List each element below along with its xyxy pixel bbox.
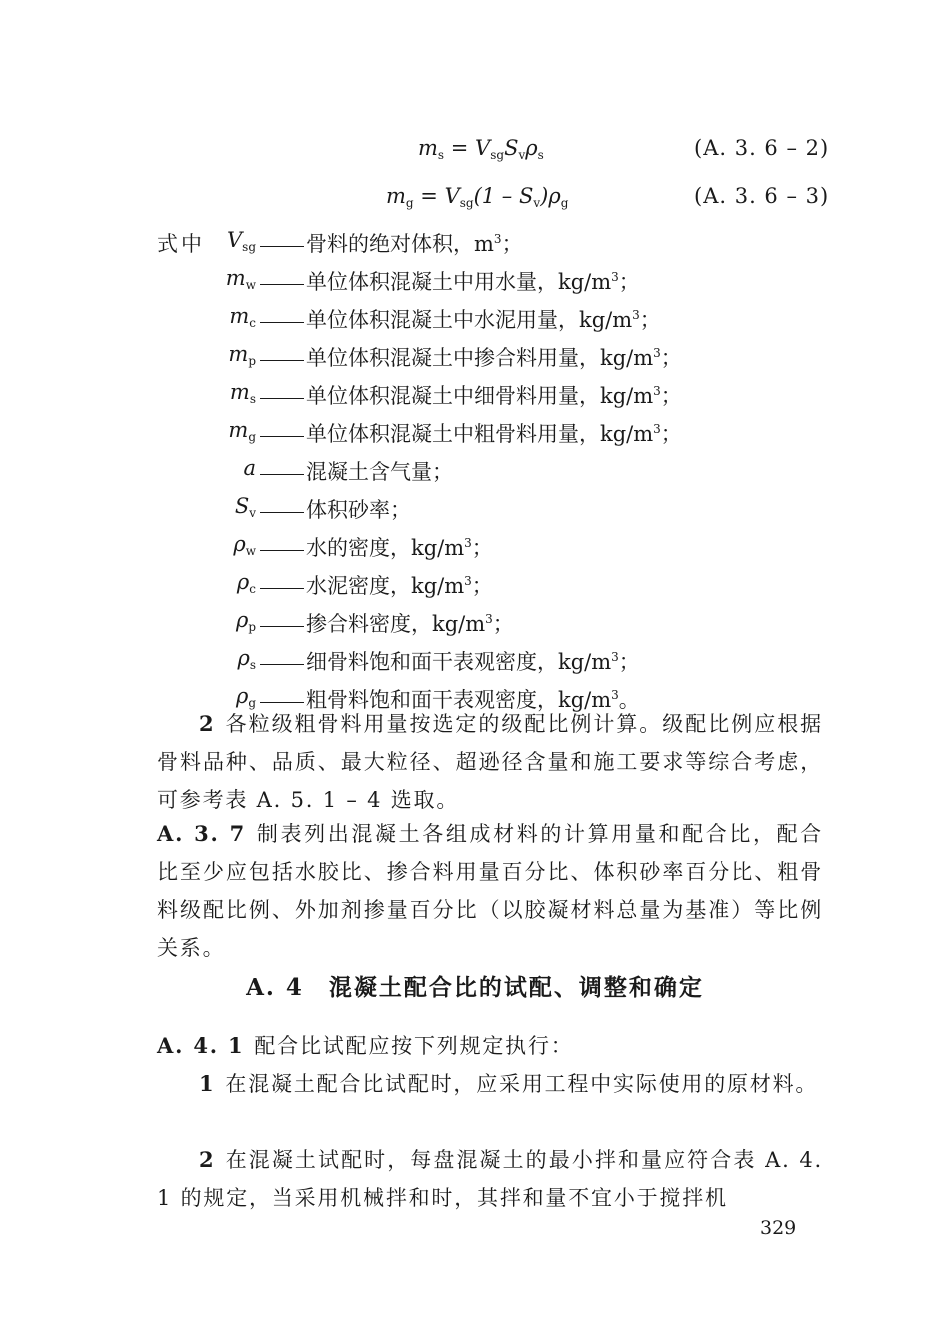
definition-description: 体积砂率； — [306, 498, 411, 522]
item-text: 在混凝土试配时，每盘混凝土的最小拌和量应符合表 A. 4. 1 的规定，当采用机械拌和时，其拌和量不宜小于搅拌机 — [157, 1148, 823, 1210]
definition-description: 单位体积混凝土中水泥用量，$kg/m^3$； — [306, 308, 661, 332]
a-4-1-item-1 — [157, 1065, 823, 1103]
definition-symbol: a — [243, 456, 256, 480]
definition-symbol: $\rho_c$ — [236, 570, 256, 596]
definition-symbol: $m_p$ — [228, 342, 256, 368]
em-dash-divider — [260, 474, 304, 475]
definition-symbol: $m_w$ — [225, 266, 256, 292]
definition-symbol: $m_s$ — [229, 380, 256, 406]
clause-text: 配合比试配应按下列规定执行： — [254, 1034, 574, 1058]
definition-symbol: $\rho_w$ — [233, 532, 256, 558]
definition-row — [0, 380, 950, 418]
definition-symbol: $m_c$ — [229, 304, 256, 330]
equation-a-3-6-2 — [0, 136, 950, 172]
definition-description: 单位体积混凝土中用水量，$kg/m^3$； — [306, 270, 640, 294]
page-number: 329 — [760, 1217, 797, 1239]
clause-number: A. 3. 7 — [157, 821, 247, 846]
where-label: 式中 — [157, 232, 205, 256]
em-dash-divider — [260, 284, 304, 285]
item-2-paragraph — [157, 705, 823, 819]
definition-row — [0, 532, 950, 570]
definition-description: 粗骨料饱和面干表观密度，$kg/m^3$。 — [306, 688, 640, 712]
definition-row — [0, 646, 950, 684]
em-dash-divider — [260, 626, 304, 627]
definition-symbol: $m_g$ — [228, 418, 256, 444]
equation-lhs: $m_g = V_{sg}(1 - S_v)\rho_g$ — [386, 184, 569, 210]
equation-number: (A. 3. 6 – 3) — [694, 184, 830, 208]
item-text: 在混凝土配合比试配时，应采用工程中实际使用的原材料。 — [225, 1072, 819, 1096]
definition-symbol: $V_{sg}$ — [226, 228, 256, 254]
definition-symbol: $\rho_g$ — [235, 684, 256, 710]
em-dash-divider — [260, 360, 304, 361]
section-title: A. 4 混凝土配合比的试配、调整和确定 — [246, 974, 704, 1001]
definition-row — [0, 418, 950, 456]
item-number: 2 — [199, 711, 216, 736]
definition-row — [0, 456, 950, 494]
definition-row — [0, 228, 950, 266]
definition-row — [0, 608, 950, 646]
equation-lhs: $m_s = V_{sg}S_v\rho_s$ — [418, 136, 544, 162]
definition-description: 水的密度，$kg/m^3$； — [306, 536, 493, 560]
definition-row — [0, 342, 950, 380]
equation-a-3-6-3 — [0, 184, 950, 220]
definition-row — [0, 266, 950, 304]
em-dash-divider — [260, 436, 304, 437]
definition-description: 单位体积混凝土中粗骨料用量，$kg/m^3$； — [306, 422, 682, 446]
definition-description: 单位体积混凝土中掺合料用量，$kg/m^3$； — [306, 346, 682, 370]
definition-symbol: $\rho_s$ — [237, 646, 256, 672]
item-number: 2 — [199, 1147, 216, 1172]
item-text: 各粒级粗骨料用量按选定的级配比例计算。级配比例应根据骨料品种、品质、最大粒径、超逊径含量和施工要求等综合考虑，可参考表 A. 5. 1 – 4 选取。 — [157, 712, 823, 812]
definition-description: 骨料的绝对体积，$m^3$； — [306, 232, 523, 256]
item-number: 1 — [199, 1071, 216, 1096]
em-dash-divider — [260, 550, 304, 551]
em-dash-divider — [260, 512, 304, 513]
definition-description: 掺合料密度，$kg/m^3$； — [306, 612, 514, 636]
definition-row — [0, 494, 950, 532]
definition-row — [0, 304, 950, 342]
definition-description: 细骨料饱和面干表观密度，$kg/m^3$； — [306, 650, 640, 674]
clause-a-3-7 — [157, 815, 823, 967]
definition-symbol: $\rho_p$ — [235, 608, 256, 634]
em-dash-divider — [260, 664, 304, 665]
em-dash-divider — [260, 398, 304, 399]
a-4-1-item-2 — [157, 1141, 823, 1217]
definition-symbol: $S_v$ — [234, 494, 256, 520]
clause-a-4-1 — [157, 1027, 823, 1065]
definition-description: 混凝土含气量； — [306, 460, 453, 484]
em-dash-divider — [260, 246, 304, 247]
em-dash-divider — [260, 588, 304, 589]
definition-row — [0, 570, 950, 608]
definition-description: 水泥密度，$kg/m^3$； — [306, 574, 493, 598]
clause-text: 制表列出混凝土各组成材料的计算用量和配合比，配合比至少应包括水胶比、掺合料用量百分比、体积砂率百分比、粗骨料级配比例、外加剂掺量百分比（以胶凝材料总量为基准）等比例关系。 — [157, 822, 823, 960]
em-dash-divider — [260, 702, 304, 703]
em-dash-divider — [260, 322, 304, 323]
equation-number: (A. 3. 6 – 2) — [694, 136, 830, 160]
definition-description: 单位体积混凝土中细骨料用量，$kg/m^3$； — [306, 384, 682, 408]
clause-number: A. 4. 1 — [157, 1033, 245, 1058]
